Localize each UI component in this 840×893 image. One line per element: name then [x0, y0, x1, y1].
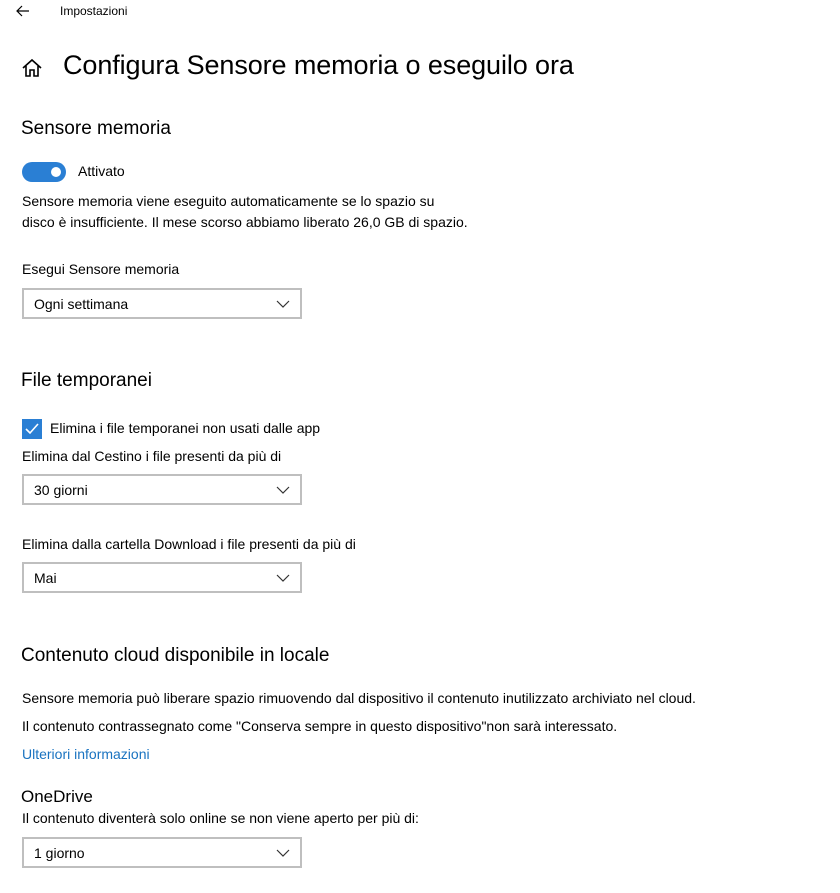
recycle-bin-label: Elimina dal Cestino i file presenti da più di: [22, 448, 282, 464]
select-value: Mai: [34, 569, 57, 586]
back-button[interactable]: [13, 2, 33, 20]
home-button[interactable]: [20, 56, 44, 80]
downloads-label: Elimina dalla cartella Download i file presenti da più di: [22, 536, 356, 552]
run-storage-sense-select[interactable]: [22, 288, 302, 319]
cloud-description-line1: Sensore memoria può liberare spazio rimuovendo dal dispositivo il contenuto inutilizzato archiviato nel cloud.: [22, 690, 696, 706]
storage-sense-heading: Sensore memoria: [21, 118, 171, 139]
chevron-down-icon: [276, 574, 290, 582]
chevron-down-icon: [276, 300, 290, 308]
chevron-down-icon: [276, 849, 290, 857]
onedrive-label: Il contenuto diventerà solo online se non viene aperto per più di:: [22, 810, 419, 826]
onedrive-select[interactable]: [22, 837, 302, 868]
select-value: 30 giorni: [34, 481, 88, 498]
learn-more-link[interactable]: Ulteriori informazioni: [22, 746, 150, 762]
downloads-select[interactable]: [22, 562, 302, 593]
onedrive-heading: OneDrive: [21, 787, 93, 806]
select-value: Ogni settimana: [34, 295, 129, 312]
checkmark-icon: [25, 423, 39, 435]
window-title: Impostazioni: [60, 4, 128, 18]
chevron-down-icon: [276, 486, 290, 494]
toggle-knob: [51, 167, 61, 177]
delete-temp-files-checkbox[interactable]: [22, 419, 42, 439]
page-title: Configura Sensore memoria o eseguilo ora: [63, 50, 574, 80]
cloud-description-line2: Il contenuto contrassegnato come "Conserva sempre in questo dispositivo"non sarà interessato.: [22, 718, 618, 734]
storage-sense-description: Sensore memoria viene eseguito automaticamente se lo spazio su disco è insufficiente. Il mese scorso abbiamo liberato 26,0 GB di spazio.: [22, 193, 468, 230]
run-storage-sense-label: Esegui Sensore memoria: [22, 261, 180, 277]
delete-temp-files-label: Elimina i file temporanei non usati dalle app: [50, 420, 321, 436]
cloud-content-heading: Contenuto cloud disponibile in locale: [21, 645, 330, 666]
select-value: 1 giorno: [34, 844, 85, 861]
back-arrow-icon: [16, 5, 30, 17]
storage-sense-toggle[interactable]: [22, 162, 66, 182]
temp-files-heading: File temporanei: [21, 370, 152, 391]
toggle-state-label: Attivato: [78, 163, 125, 179]
recycle-bin-select[interactable]: [22, 474, 302, 505]
home-icon: [20, 56, 44, 80]
